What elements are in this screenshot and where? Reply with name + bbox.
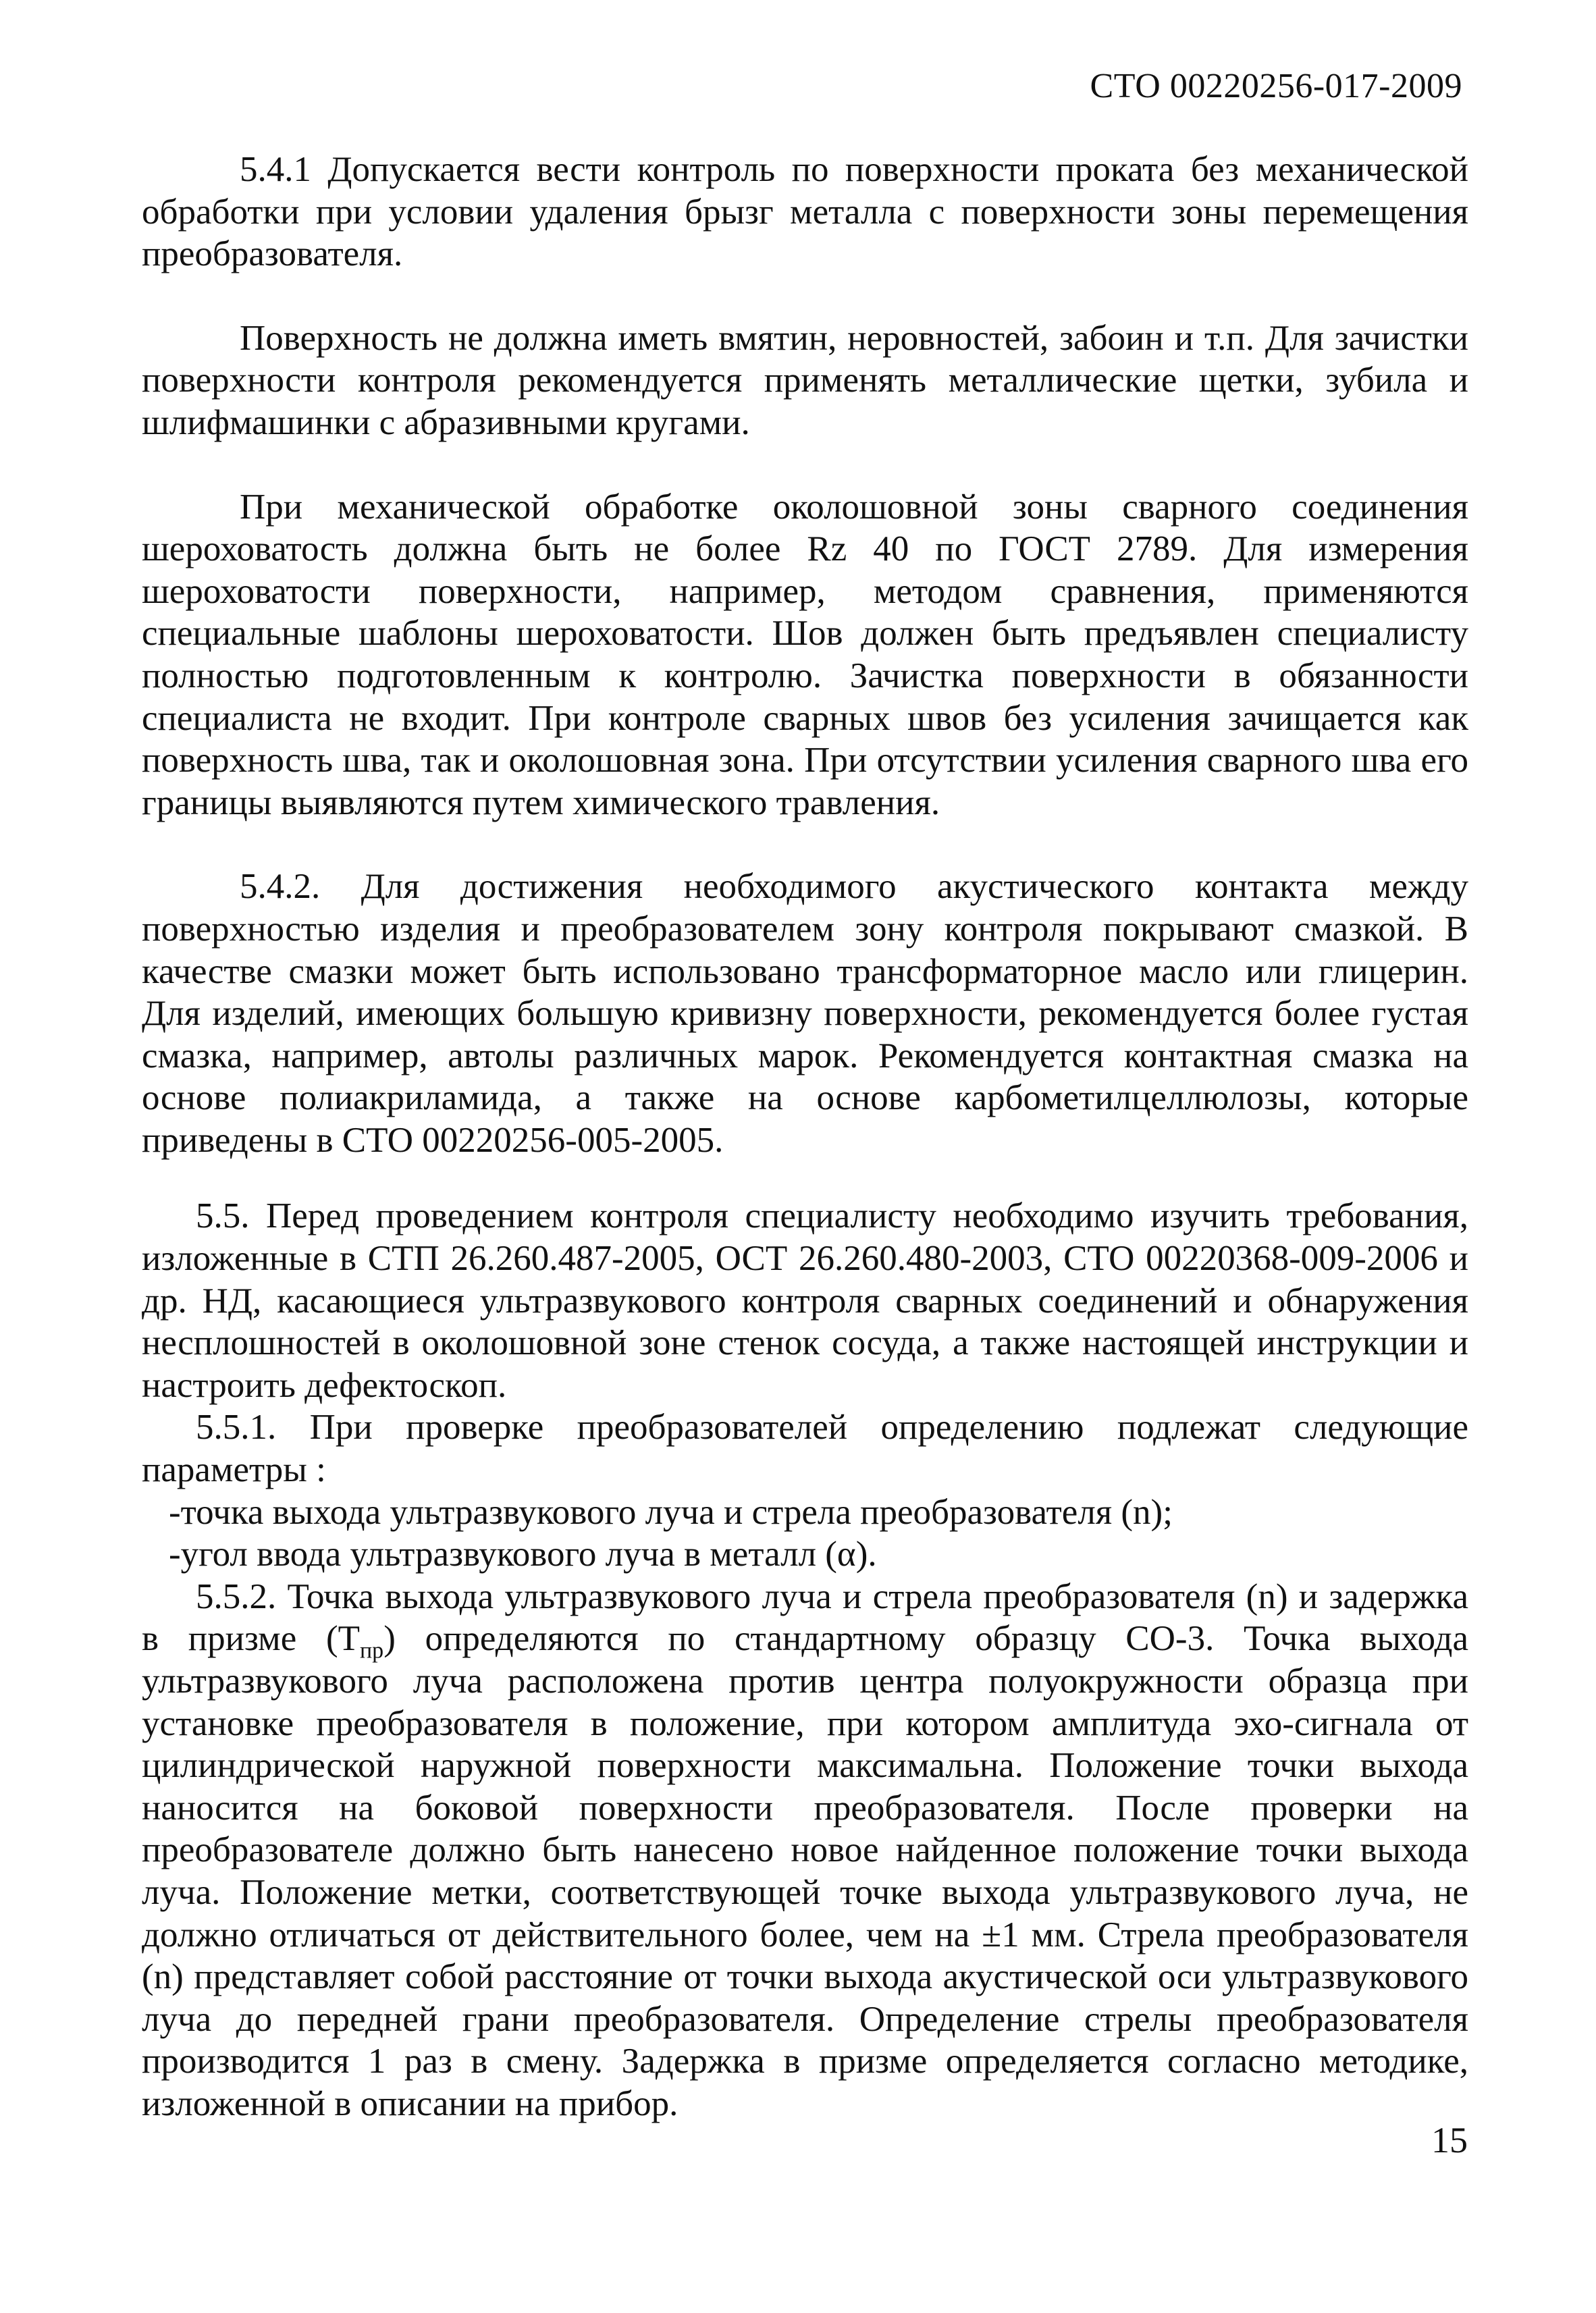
paragraph-surface: Поверхность не должна иметь вмятин, неровностей, забоин и т.п. Для зачистки поверхности контроля рекомендуется применять металлические щетки, зубила и шлифмашинки с абразивными кругами. (142, 318, 1468, 442)
paragraph-5-5: 5.5. Перед проведением контроля специалисту необходимо изучить требования, изложенные в СТП 26.260.487-2005, ОСТ 26.260.480-2003, СТО 00220368-009-2006 и др. НД, касающиеся ультразвукового контроля сварных соединений и обнаружения несплошностей в околошовной зоне стенок сосуда, а также настоящей инструкции и настроить дефектоскоп. (142, 1196, 1468, 1405)
paragraph-5-5-2-rest: ) определяются по стандартному образцу СО-3. Точка выхода ультразвукового луча расположена против центра полуокружности образца при установке преобразователя в положение, при котором амплитуда эхо-сигнала от цилиндрической наружной поверхности максимальна. Положение точки выхода наносится на боковой поверхности преобразователя. После проверки на преобразователе должно быть нанесено новое найденное положение точки выхода луча. Положение метки, соответствующей точке выхода ультразвукового луча, не должно отличаться от действительного более, чем на ±1 мм. Стрела преобразователя (n) представляет собой расстояние от точки выхода акустической оси ультразвукового луча до передней грани преобразователя. Определение стрелы преобразователя производится 1 раз в смену. Задержка в призме определяется согласно методике, изложенной в описании на прибор. (142, 1619, 1468, 2123)
paragraph-5-5-2 (142, 1576, 1468, 2125)
list-item-exit-point: -точка выхода ультразвукового луча и стрела преобразователя (n); (169, 1492, 1173, 1532)
paragraph-5-4-1: 5.4.1 Допускается вести контроль по поверхности проката без механической обработки при условии удаления брызг металла с поверхности зоны перемещения преобразователя. (142, 150, 1468, 274)
paragraph-5-4-2: 5.4.2. Для достижения необходимого акустического контакта между поверхностью изделия и преобразователем зону контроля покрывают смазкой. В качестве смазки может быть использовано трансформаторное масло или глицерин. Для изделий, имеющих большую кривизну поверхности, рекомендуется более густая смазка, например, автолы различных марок. Рекомендуется контактная смазка на основе полиакриламида, а также на основе карбометилцеллюлозы, которые приведены в СТО 00220256-005-2005. (142, 867, 1468, 1160)
document-body (142, 149, 1468, 2125)
subscript-pr: пр (359, 1639, 384, 1664)
page-number: 15 (1431, 2120, 1468, 2160)
document-code: СТО 00220256-017-2009 (1090, 67, 1462, 105)
paragraph-5-5-2-start: 5.5.2. Точка выхода ультразвукового луча и стрела преобразователя (n) и задержка в призме (T (142, 1576, 1468, 1659)
list-item-input-angle: -угол ввода ультразвукового луча в металл (α). (169, 1535, 877, 1574)
paragraph-5-5-1: 5.5.1. При проверке преобразователей определению подлежат следующие параметры : (142, 1408, 1468, 1490)
paragraph-roughness: При механической обработке околошовной зоны сварного соединения шероховатость должна быть не более Rz 40 по ГОСТ 2789. Для измерения шероховатости поверхности, например, методом сравнения, применяются специальные шаблоны шероховатости. Шов должен быть предъявлен специалисту полностью подготовленным к контролю. Зачистка поверхности в обязанности специалиста не входит. При контроле сварных швов без усиления зачищается как поверхность шва, так и околошовная зона. При отсутствии усиления сварного шва его границы выявляются путем химического травления. (142, 487, 1468, 822)
